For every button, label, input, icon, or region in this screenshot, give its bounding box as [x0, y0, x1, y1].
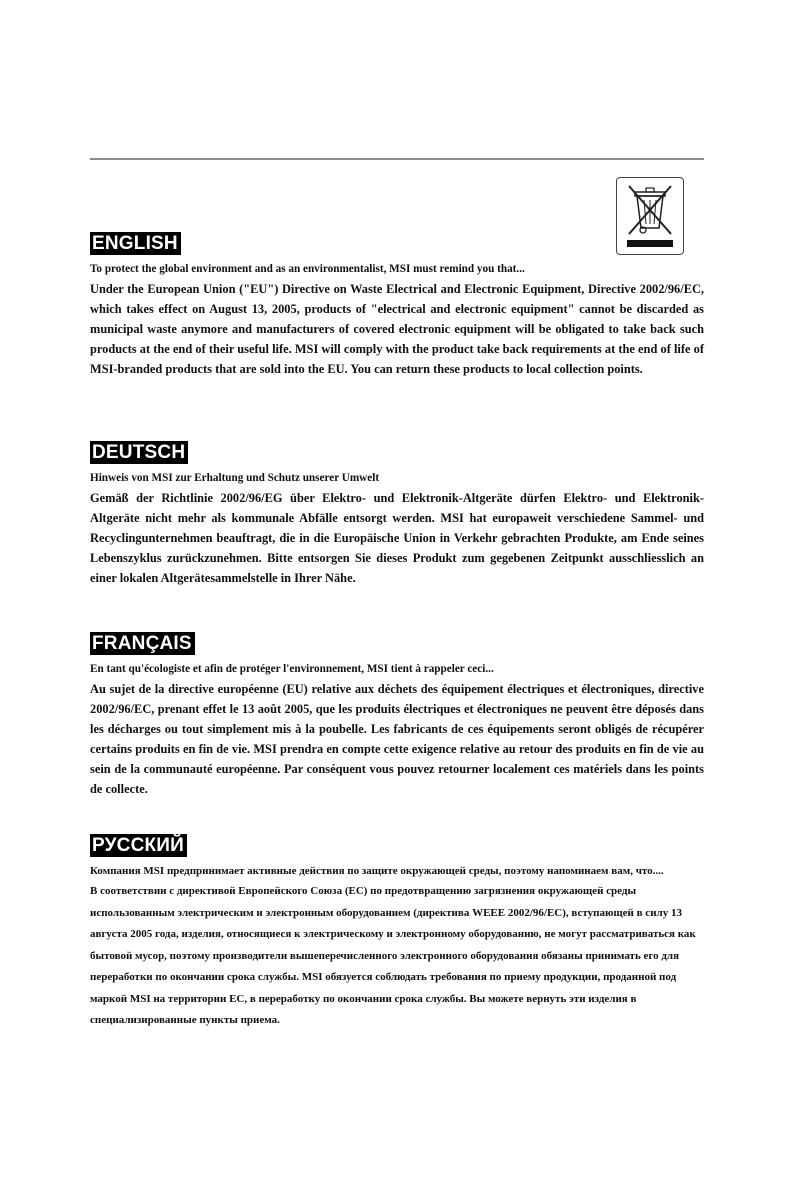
section-english — [90, 232, 704, 379]
section-body: Under the European Union ("EU") Directive on Waste Electrical and Electronic Equipment, Directive 2002/96/EC, which takes effect on August 13, 2005, products of "electrical and electronic equipment" cannot be discarded as municipal waste anymore and manufacturers of covered electronic equipment will be obligated to take back such products at the end of their useful life. MSI will comply with the product take back requirements at the end of life of MSI-branded products that are sold into the EU. You can return these products to local collection points. — [90, 282, 704, 376]
section-intro: Компания MSI предпринимает активные действия по защите окружающей среды, поэтому напоминаем вам, что.... — [90, 865, 664, 877]
section-intro: To protect the global environment and as an environmentalist, MSI must remind you that... — [90, 263, 525, 275]
section-russian — [90, 834, 704, 1032]
section-intro: En tant qu'écologiste et afin de protéger l'environnement, MSI tient à rappeler ceci... — [90, 663, 494, 675]
section-francais — [90, 632, 704, 799]
section-label: FRANÇAIS — [90, 632, 195, 655]
section-deutsch — [90, 441, 704, 588]
section-body: В соответствии с директивой Европейского Союза (ЕС) по предотвращению загрязнения окружающей среды использованным электрическим и электронным оборудованием (директива WEEE 2002/96/EC), вступающей в силу 13 августа 2005 года, изделия, относящиеся к электрическому и электронному оборудованию, не могут рассматриваться как бытовой мусор, поэтому производители вышеперечисленного электронного оборудования обязаны принимать его для переработки по окончании срока службы. MSI обязуется соблюдать требования по приему продукции, проданной под маркой MSI на территории ЕС, в переработку по окончании срока службы. Вы можете вернуть эти изделия в специализированные пункты приема. — [90, 885, 696, 1026]
section-label: DEUTSCH — [90, 441, 188, 464]
section-intro: Hinweis von MSI zur Erhaltung und Schutz unserer Umwelt — [90, 472, 380, 484]
section-body: Gemäß der Richtlinie 2002/96/EG über Elektro- und Elektronik-Altgeräte dürfen Elektro- und Elektronik-Altgeräte nicht mehr als kommunale Abfälle entsorgt werden. MSI hat europaweit verschiedene Sammel- und Recyclingunternehmen beauftragt, die in die Europäische Union in Verkehr gebrachten Produkte, am Ende seines Lebenszyklus zurückzunehmen. Bitte entsorgen Sie dieses Produkt zum gegebenen Zeitpunkt ausschliesslich an einer lokalen Altgerätesammelstelle in Ihrer Nähe. — [90, 491, 704, 585]
top-divider — [90, 158, 704, 160]
section-body: Au sujet de la directive européenne (EU) relative aux déchets des équipement électriques et électroniques, directive 2002/96/EC, prenant effet le 13 août 2005, que les produits électriques et électroniques ne peuvent être déposés dans les décharges ou tout simplement mis à la poubelle. Les fabricants de ces équipements seront obligés de récupérer certains produits en fin de vie. MSI prendra en compte cette exigence relative au retour des produits en fin de vie au sein de la communauté européenne. Par conséquent vous pouvez retourner localement ces matériels dans les points de collecte. — [90, 682, 704, 796]
section-label: ENGLISH — [90, 232, 181, 255]
section-label: РУССКИЙ — [90, 834, 187, 857]
